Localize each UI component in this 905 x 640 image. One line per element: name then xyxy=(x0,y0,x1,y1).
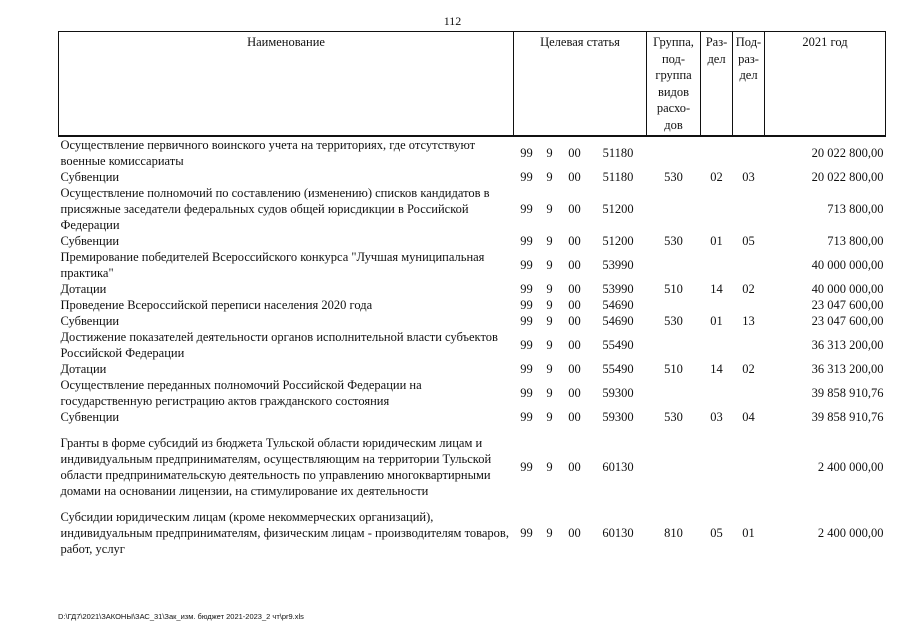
table-row xyxy=(59,297,886,313)
cell-name: Субвенции xyxy=(60,314,120,328)
cell-name: Осуществление переданных полномочий Российской Федерации на государственную регистрацию актов гражданского состояния xyxy=(60,378,422,408)
table-row xyxy=(59,233,886,249)
cell-p2: 9 xyxy=(546,170,553,184)
page-number: 112 xyxy=(443,14,462,28)
cell-sec: 02 xyxy=(710,170,723,184)
cell-name: Дотации xyxy=(60,282,107,296)
header-target: Целевая статья xyxy=(514,32,647,137)
cell-p2: 9 xyxy=(546,298,553,312)
cell-p1: 99 xyxy=(520,386,533,400)
cell-p1: 99 xyxy=(520,170,533,184)
cell-p4: 55490 xyxy=(602,362,634,376)
cell-p4: 53990 xyxy=(602,282,634,296)
cell-name: Гранты в форме субсидий из бюджета Тульской области юридическим лицам и индивидуальным предпринимателям, осуществляющим на территории Тульской области предпринимательскую деятельность по управлению многоквартирными домами на основании лицензии, на стимулирование их деятельности xyxy=(60,436,492,498)
cell-amt: 39 858 910,76 xyxy=(811,386,884,400)
cell-p2: 9 xyxy=(546,258,553,272)
cell-p4: 59300 xyxy=(602,410,634,424)
cell-amt: 36 313 200,00 xyxy=(811,338,884,352)
table-row xyxy=(59,136,886,169)
cell-p3: 00 xyxy=(568,526,581,540)
cell-grp: 530 xyxy=(664,314,683,328)
cell-grp xyxy=(647,297,701,313)
cell-grp xyxy=(647,329,701,361)
cell-sub: 02 xyxy=(742,282,755,296)
table-body xyxy=(59,136,886,557)
cell-p1: 99 xyxy=(520,282,533,296)
cell-p2: 9 xyxy=(546,202,553,216)
cell-amt: 39 858 910,76 xyxy=(811,410,884,424)
cell-p4: 51200 xyxy=(602,202,634,216)
cell-grp xyxy=(647,435,701,499)
cell-name: Осуществление полномочий по составлению (изменению) списков кандидатов в присяжные заседатели федеральных судов общей юрисдикции в Российской Федерации xyxy=(60,186,490,232)
cell-p2: 9 xyxy=(546,410,553,424)
file-path-footer: D:\ГД7\2021\ЗАКОНЫ\ЗАС_31\Зак_изм. бюджет 2021-2023_2 чт\pr9.xls xyxy=(58,612,304,621)
cell-p4: 60130 xyxy=(602,526,634,540)
cell-sec xyxy=(701,329,733,361)
cell-sec xyxy=(701,185,733,233)
cell-p1: 99 xyxy=(520,362,533,376)
cell-p1: 99 xyxy=(520,410,533,424)
cell-amt: 2 400 000,00 xyxy=(817,526,884,540)
cell-name: Субвенции xyxy=(60,234,120,248)
cell-p1: 99 xyxy=(520,234,533,248)
cell-amt: 23 047 600,00 xyxy=(811,298,884,312)
cell-sub xyxy=(733,297,765,313)
cell-sec xyxy=(701,435,733,499)
cell-p3: 00 xyxy=(568,314,581,328)
cell-p2: 9 xyxy=(546,146,553,160)
cell-p2: 9 xyxy=(546,338,553,352)
table-header-row xyxy=(59,32,886,137)
cell-sec: 14 xyxy=(710,282,723,296)
header-section: Раз- дел xyxy=(701,32,733,137)
table-row xyxy=(59,409,886,425)
cell-p4: 54690 xyxy=(602,298,634,312)
cell-p1: 99 xyxy=(520,298,533,312)
cell-grp: 810 xyxy=(664,526,683,540)
cell-p4: 51180 xyxy=(602,146,634,160)
cell-p3: 00 xyxy=(568,202,581,216)
cell-sec: 01 xyxy=(710,234,723,248)
header-subsection: Под- раз- дел xyxy=(733,32,765,137)
cell-amt: 713 800,00 xyxy=(827,234,884,248)
table-row xyxy=(59,435,886,499)
cell-name: Субсидии юридическим лицам (кроме некоммерческих организаций), индивидуальным предпринимателям, физическим лицам - производителям товаров, работ, услуг xyxy=(60,510,509,556)
cell-p1: 99 xyxy=(520,338,533,352)
cell-grp: 510 xyxy=(664,282,683,296)
cell-p2: 9 xyxy=(546,526,553,540)
cell-amt: 36 313 200,00 xyxy=(811,362,884,376)
cell-sec xyxy=(701,377,733,409)
cell-sub: 04 xyxy=(742,410,755,424)
cell-sec xyxy=(701,249,733,281)
cell-grp: 510 xyxy=(664,362,683,376)
cell-p4: 51180 xyxy=(602,170,634,184)
row-spacer xyxy=(59,499,886,509)
cell-amt: 2 400 000,00 xyxy=(817,460,884,474)
cell-amt: 23 047 600,00 xyxy=(811,314,884,328)
cell-sec: 01 xyxy=(710,314,723,328)
cell-amt: 20 022 800,00 xyxy=(811,146,884,160)
table-row xyxy=(59,329,886,361)
cell-grp: 530 xyxy=(664,234,683,248)
cell-p1: 99 xyxy=(520,202,533,216)
cell-grp xyxy=(647,249,701,281)
cell-p3: 00 xyxy=(568,410,581,424)
header-year: 2021 год xyxy=(765,32,886,137)
cell-p1: 99 xyxy=(520,460,533,474)
cell-name: Субвенции xyxy=(60,170,120,184)
cell-p4: 54690 xyxy=(602,314,634,328)
cell-sub: 01 xyxy=(742,526,755,540)
cell-sub xyxy=(733,329,765,361)
table-row xyxy=(59,249,886,281)
cell-name: Осуществление первичного воинского учета на территориях, где отсутствуют военные комиссариаты xyxy=(60,138,476,168)
table-row xyxy=(59,313,886,329)
cell-p2: 9 xyxy=(546,314,553,328)
table-row xyxy=(59,509,886,557)
cell-p1: 99 xyxy=(520,258,533,272)
cell-p3: 00 xyxy=(568,282,581,296)
cell-sub xyxy=(733,249,765,281)
cell-amt: 20 022 800,00 xyxy=(811,170,884,184)
cell-p4: 53990 xyxy=(602,258,634,272)
cell-p3: 00 xyxy=(568,386,581,400)
cell-amt: 713 800,00 xyxy=(827,202,884,216)
budget-table xyxy=(58,31,886,557)
cell-sub: 05 xyxy=(742,234,755,248)
cell-sub: 13 xyxy=(742,314,755,328)
cell-p4: 51200 xyxy=(602,234,634,248)
cell-p1: 99 xyxy=(520,146,533,160)
cell-p3: 00 xyxy=(568,170,581,184)
table-row xyxy=(59,169,886,185)
cell-p4: 55490 xyxy=(602,338,634,352)
cell-p4: 59300 xyxy=(602,386,634,400)
cell-name: Субвенции xyxy=(60,410,120,424)
table-row xyxy=(59,185,886,233)
table-row xyxy=(59,281,886,297)
cell-p1: 99 xyxy=(520,314,533,328)
cell-grp xyxy=(647,185,701,233)
cell-p1: 99 xyxy=(520,526,533,540)
cell-sub xyxy=(733,185,765,233)
cell-sub: 02 xyxy=(742,362,755,376)
table-row xyxy=(59,361,886,377)
cell-p3: 00 xyxy=(568,460,581,474)
cell-p3: 00 xyxy=(568,298,581,312)
cell-p2: 9 xyxy=(546,386,553,400)
cell-amt: 40 000 000,00 xyxy=(811,282,884,296)
cell-p3: 00 xyxy=(568,258,581,272)
cell-p2: 9 xyxy=(546,282,553,296)
cell-sec: 03 xyxy=(710,410,723,424)
cell-p4: 60130 xyxy=(602,460,634,474)
cell-grp xyxy=(647,136,701,169)
cell-sub xyxy=(733,377,765,409)
cell-p2: 9 xyxy=(546,362,553,376)
cell-sec xyxy=(701,136,733,169)
cell-p3: 00 xyxy=(568,338,581,352)
cell-amt: 40 000 000,00 xyxy=(811,258,884,272)
cell-p2: 9 xyxy=(546,460,553,474)
cell-name: Дотации xyxy=(60,362,107,376)
cell-sub: 03 xyxy=(742,170,755,184)
cell-p3: 00 xyxy=(568,234,581,248)
cell-sub xyxy=(733,136,765,169)
cell-p3: 00 xyxy=(568,362,581,376)
cell-p2: 9 xyxy=(546,234,553,248)
cell-sec: 05 xyxy=(710,526,723,540)
cell-name: Достижение показателей деятельности органов исполнительной власти субъектов Российской Федерации xyxy=(60,330,498,360)
cell-name: Проведение Всероссийской переписи населения 2020 года xyxy=(60,298,373,312)
cell-grp: 530 xyxy=(664,410,683,424)
cell-sec: 14 xyxy=(710,362,723,376)
header-name: Наименование xyxy=(59,32,514,137)
cell-grp xyxy=(647,377,701,409)
table-row xyxy=(59,377,886,409)
header-group: Группа, под- группа видов расхо- дов xyxy=(647,32,701,137)
cell-p3: 00 xyxy=(568,146,581,160)
cell-sub xyxy=(733,435,765,499)
cell-sec xyxy=(701,297,733,313)
cell-grp: 530 xyxy=(664,170,683,184)
cell-name: Премирование победителей Всероссийского конкурса "Лучшая муниципальная практика" xyxy=(60,250,485,280)
row-spacer xyxy=(59,425,886,435)
